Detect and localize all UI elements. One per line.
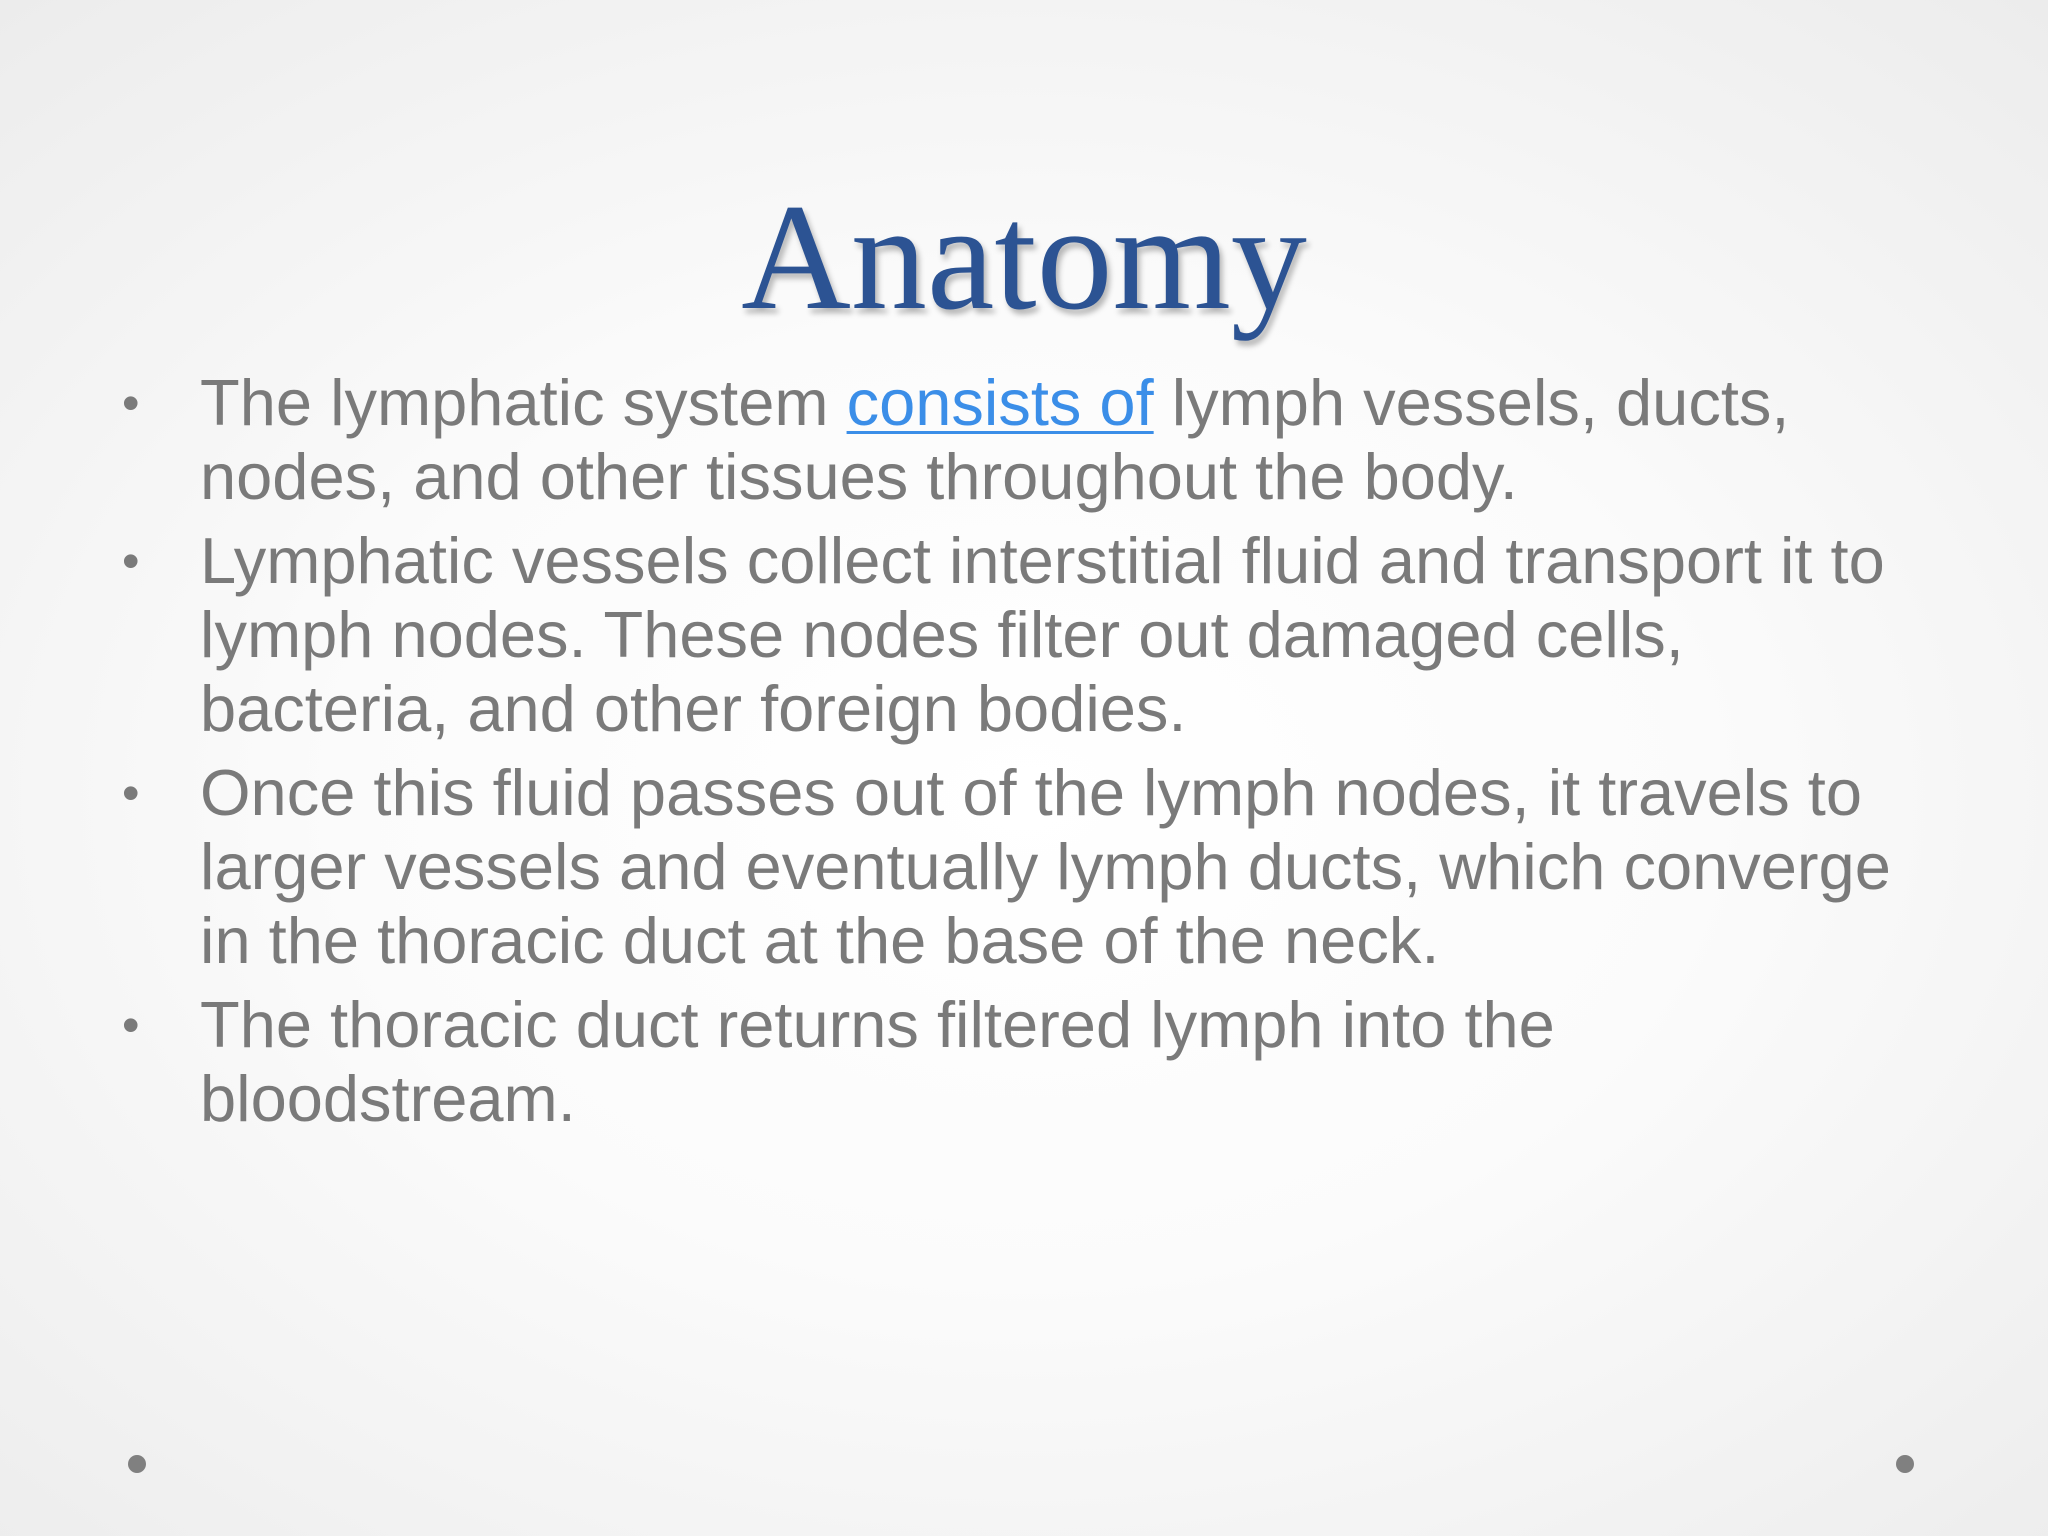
- bullet-dot-icon: •: [122, 375, 140, 431]
- bullet-item-3: [122, 756, 1920, 978]
- bullet-list: [122, 366, 1920, 1146]
- corner-dot-left-icon: [128, 1455, 146, 1473]
- consists-of-link[interactable]: consists of: [846, 366, 1154, 439]
- bullet-dot-icon: •: [122, 765, 140, 821]
- bullet-item-2: [122, 524, 1920, 746]
- corner-dot-right-icon: [1896, 1455, 1914, 1473]
- bullet-dot-icon: •: [122, 533, 140, 589]
- bullet-1-text-after: lymph vessels, ducts, nodes, and other tissues throughout the body.: [200, 366, 1790, 513]
- bullet-4-text: The thoracic duct returns filtered lymph into the bloodstream.: [200, 988, 1555, 1135]
- bullet-dot-icon: •: [122, 997, 140, 1053]
- bullet-3-text: Once this fluid passes out of the lymph nodes, it travels to larger vessels and eventually lymph ducts, which converge in the thoracic duct at the base of the neck.: [200, 756, 1891, 977]
- bullet-1-text-before: The lymphatic system: [200, 366, 847, 439]
- bullet-2-text: Lymphatic vessels collect interstitial fluid and transport it to lymph nodes. These nodes filter out damaged cells, bacteria, and other foreign bodies.: [200, 524, 1885, 745]
- bullet-item-4: [122, 988, 1920, 1136]
- bullet-item-1: [122, 366, 1920, 514]
- slide-title: Anatomy: [741, 173, 1307, 341]
